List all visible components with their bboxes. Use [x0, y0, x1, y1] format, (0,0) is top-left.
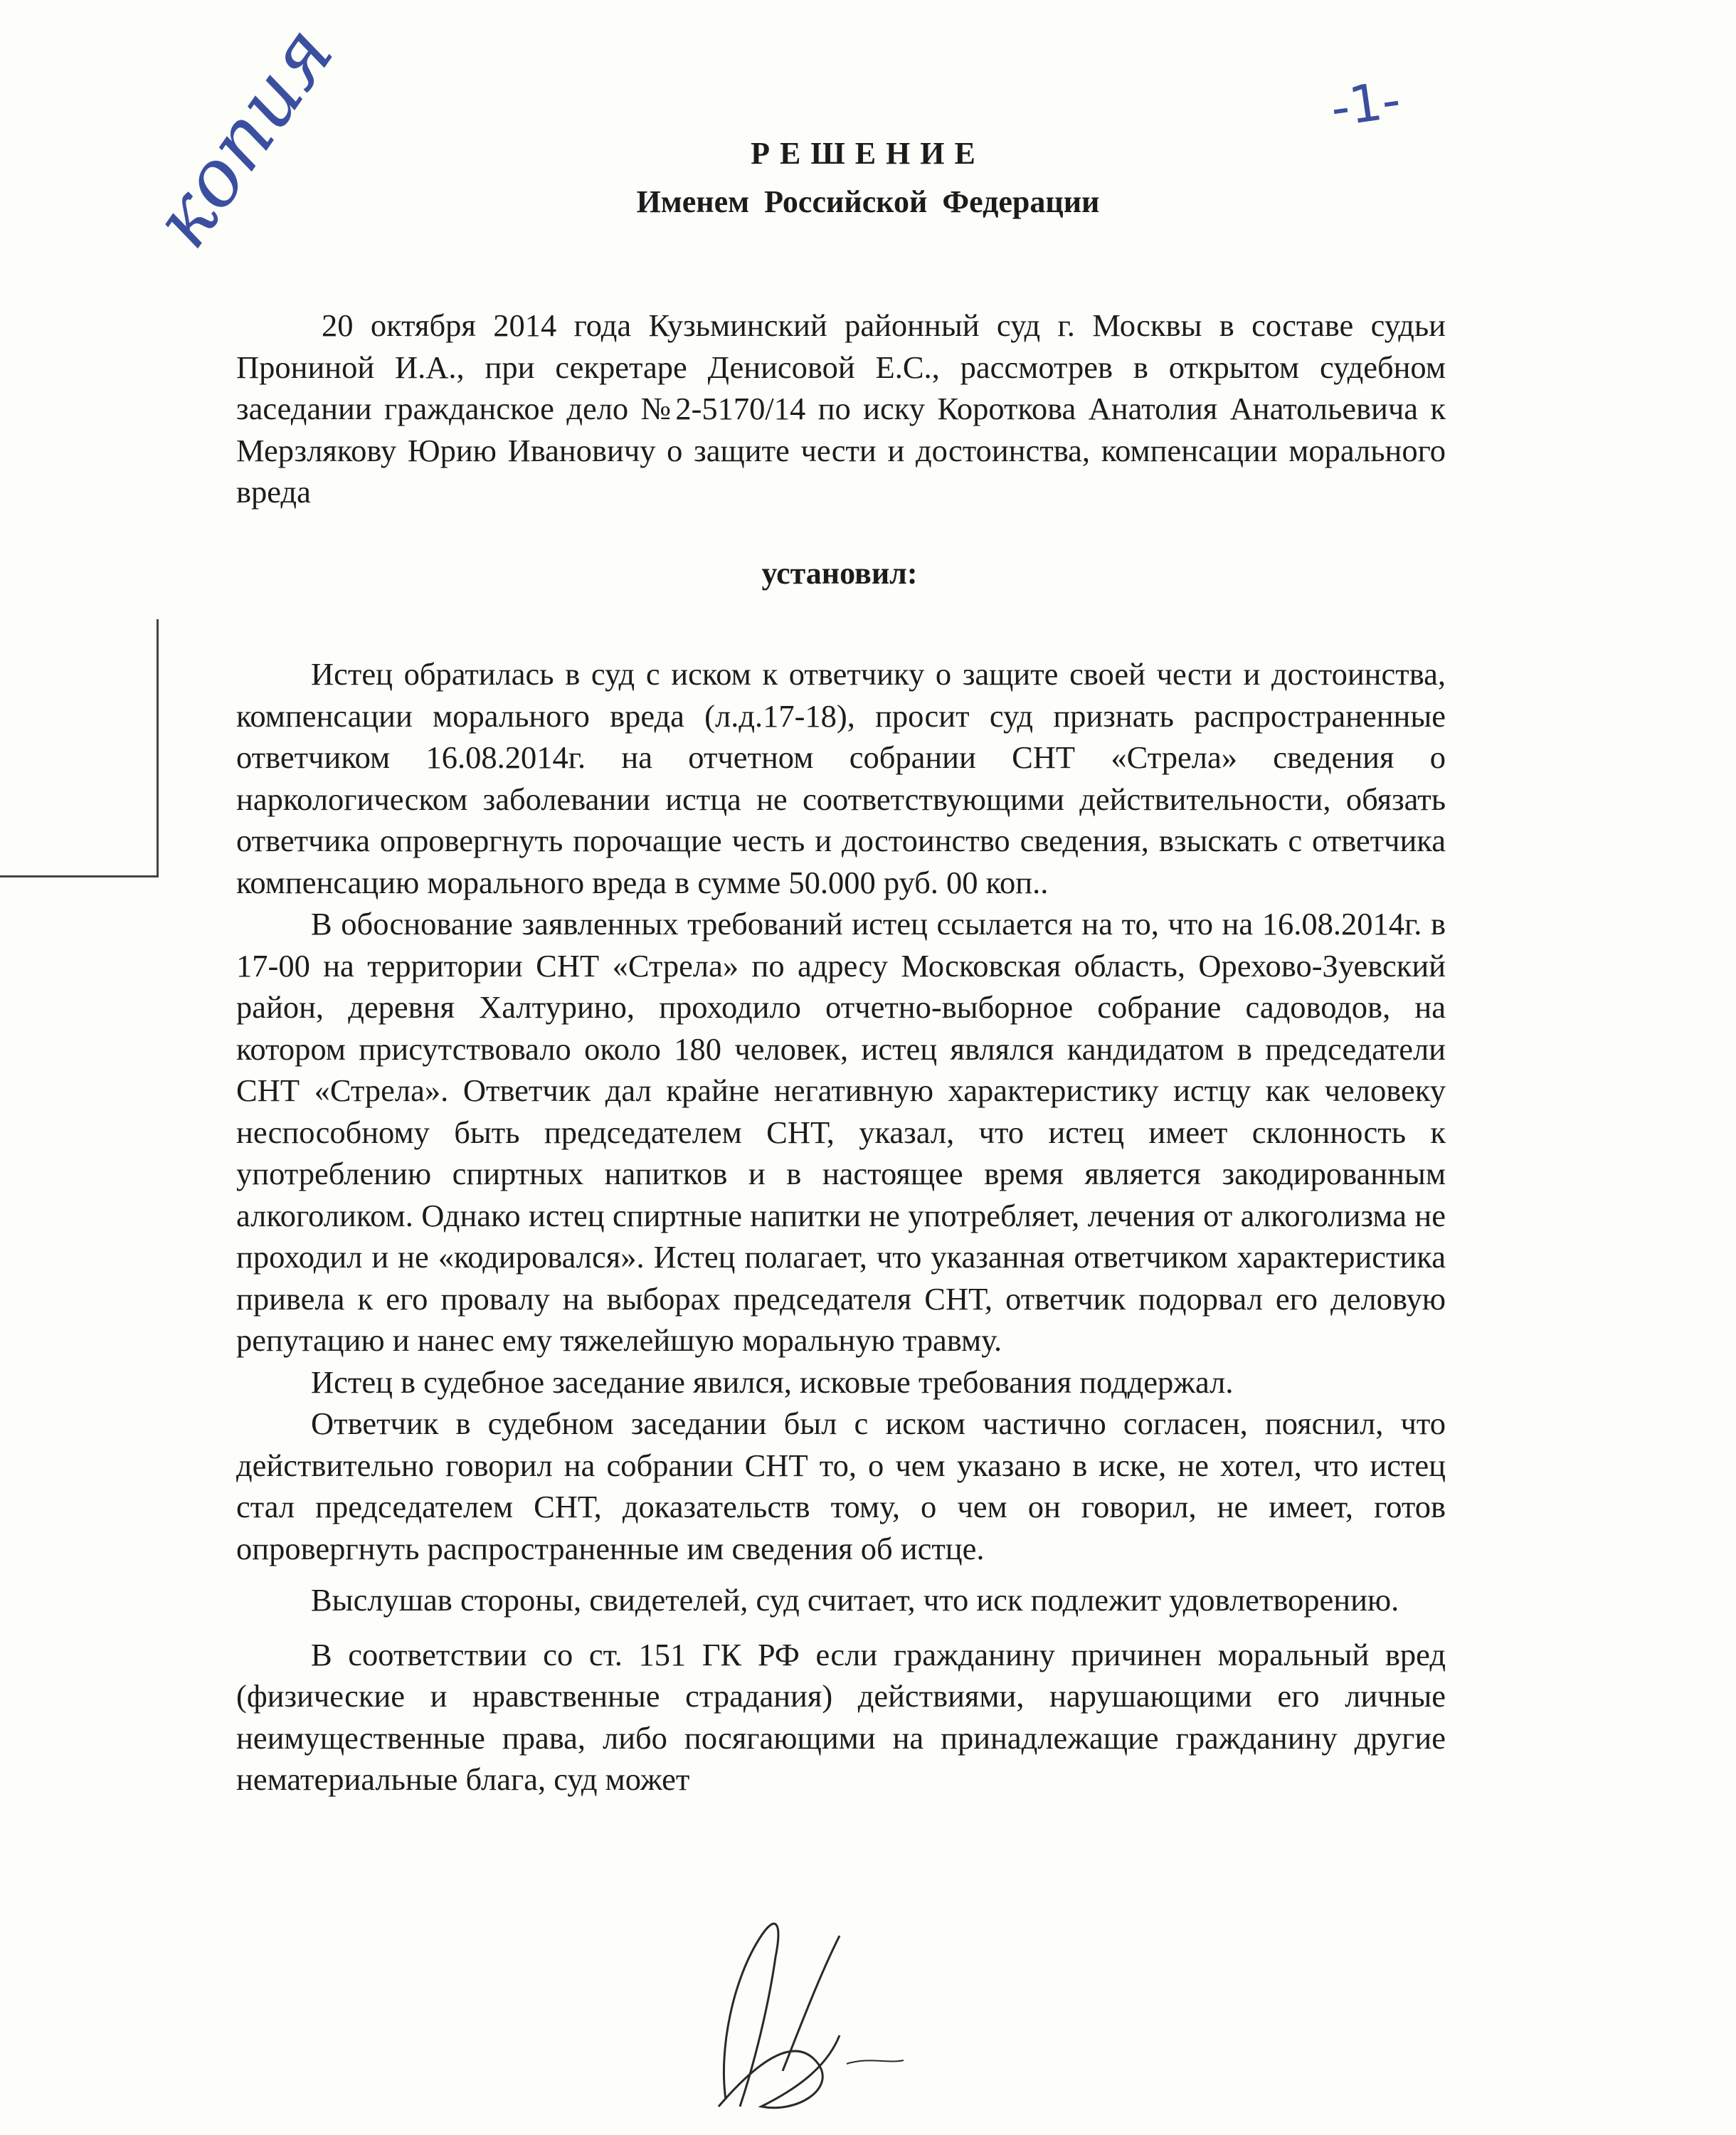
paragraph-claim: Истец обратилась в суд с иском к ответчику о защите своей чести и достоинства, компенсации морального вреда (л.д.17-18), просит суд признать распространенные ответчиком 16.08.2014г. на отчетном собрании СНТ «Стрела» сведения о наркологическом заболевании истца не соответствующими действительности, обязать ответчика опровергнуть порочащие честь и достоинство сведения, взыскать с ответчика компенсацию морального вреда в сумме 50.000 руб. 00 коп..: [236, 656, 1446, 900]
paragraph-legal-basis: В соответствии со ст. 151 ГК РФ если гражданину причинен моральный вред (физические и нравственные страдания) действиями, нарушающими его личные неимущественные права, либо посягающими на принадлежащие гражданину другие нематериальные блага, суд может: [236, 1636, 1446, 1797]
page-number-handwritten: [1323, 68, 1473, 139]
signature-handwritten: [676, 1893, 911, 2121]
paragraph-court-finding: Выслушав стороны, свидетелей, суд считает, что иск подлежит удовлетворению.: [311, 1582, 1399, 1618]
paragraph-plaintiff-present: Истец в судебное заседание явился, исковые требования поддержал.: [311, 1364, 1234, 1400]
intro-paragraph: 20 октября 2014 года Кузьминский районный суд г. Москвы в составе судьи Прониной И.А., при секретаре Денисовой Е.С., рассмотрев в открытом судебном заседании гражданское дело №2-5170/14 по иску Короткова Анатолия Анатольевича к Мерзлякову Юрию Ивановичу о защите чести и достоинства, компенсации морального вреда: [236, 307, 1446, 510]
section-heading: установил:: [761, 556, 918, 591]
document-subtitle: Именем Российской Федерации: [636, 184, 1100, 219]
svg-text:копия: копия: [135, 9, 351, 264]
intro-paragraph-block: [236, 305, 1446, 513]
document-title: РЕШЕНИЕ: [751, 136, 985, 171]
scan-edge-mark: [0, 619, 159, 877]
main-text-block: [236, 653, 1446, 1801]
svg-text:-1-: -1-: [1327, 69, 1404, 139]
paragraph-defendant-position: Ответчик в судебном заседании был с иском частично согласен, пояснил, что действительно говорил на собрании СНТ то, о чем указано в иске, не хотел, что истец стал председателем СНТ, доказательств тому, о чем он говорил, не имеет, готов опровергнуть распространенные им сведения об истце.: [236, 1406, 1446, 1566]
paragraph-grounds: В обоснование заявленных требований истец ссылается на то, что на 16.08.2014г. в 17-00 на территории СНТ «Стрела» по адресу Московская область, Орехово-Зуевский район, деревня Халтурино, проходило отчетно-выборное собрание садоводов, на котором присутствовало около 180 человек, истец являлся кандидатом в председатели СНТ «Стрела». Ответчик дал крайне негативную характеристику истцу как человеку неспособному быть председателем СНТ, указал, что истец имеет склонность к употреблению спиртных напитков и в настоящее время является закодированным алкоголиком. Однако истец спиртные напитки не употребляет, лечения от алкоголизма не проходил и не «кодировался». Истец полагает, что указанная ответчиком характеристика привела к его провалу на выборах председателя СНТ, ответчик подорвал его деловую репутацию и нанес ему тяжелейшую моральную травму.: [236, 906, 1446, 1358]
